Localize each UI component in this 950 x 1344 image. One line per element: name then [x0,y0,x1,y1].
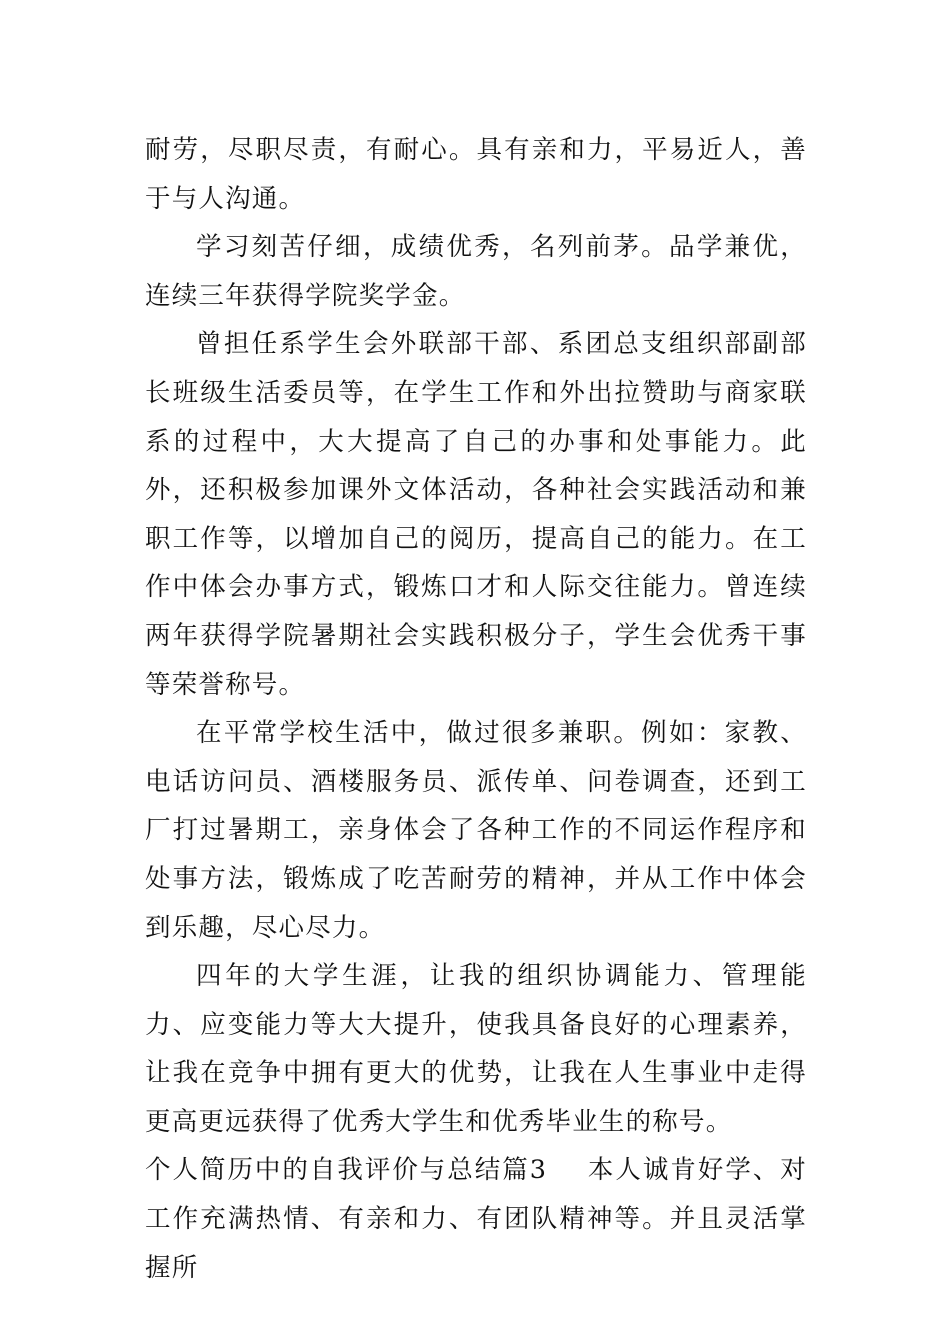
paragraph-1: 耐劳，尽职尽责，有耐心。具有亲和力，平易近人，善于与人沟通。 [145,135,807,214]
paragraph-2: 学习刻苦仔细，成绩优秀，名列前茅。品学兼优，连续三年获得学院奖学金。 [145,232,807,311]
section-title: 个人简历中的自我评价与总结篇3 [145,1155,548,1186]
paragraph-3: 曾担任系学生会外联部干部、系团总支组织部副部长班级生活委员等，在学生工作和外出拉赞助与商家联系的过程中，大大提高了自己的办事和处事能力。此外，还积极参加课外文体活动，各种社会实践活动和兼职工作等，以增加自己的阅历，提高自己的能力。在工作中体会办事方式，锻炼口才和人际交往能力。曾连续两年获得学院暑期社会实践积极分子，学生会优秀干事等荣誉称号。 [145,329,807,700]
section-3 [145,1146,807,1292]
document-body [145,126,807,1292]
paragraph-5: 四年的大学生涯，让我的组织协调能力、管理能力、应变能力等大大提升，使我具备良好的心理素养，让我在竞争中拥有更大的优势，让我在人生事业中走得更高更远获得了优秀大学生和优秀毕业生的称号。 [145,961,807,1137]
paragraph-4: 在平常学校生活中，做过很多兼职。例如：家教、电话访问员、酒楼服务员、派传单、问卷调查，还到工厂打过暑期工，亲身体会了各种工作的不同运作程序和处事方法，锻炼成了吃苦耐劳的精神，并从工作中体会到乐趣，尽心尽力。 [145,718,807,943]
section-text: 本人诚肯好学、对工作充满热情、有亲和力、有团队精神等。并且灵活掌握所 [145,1155,807,1283]
